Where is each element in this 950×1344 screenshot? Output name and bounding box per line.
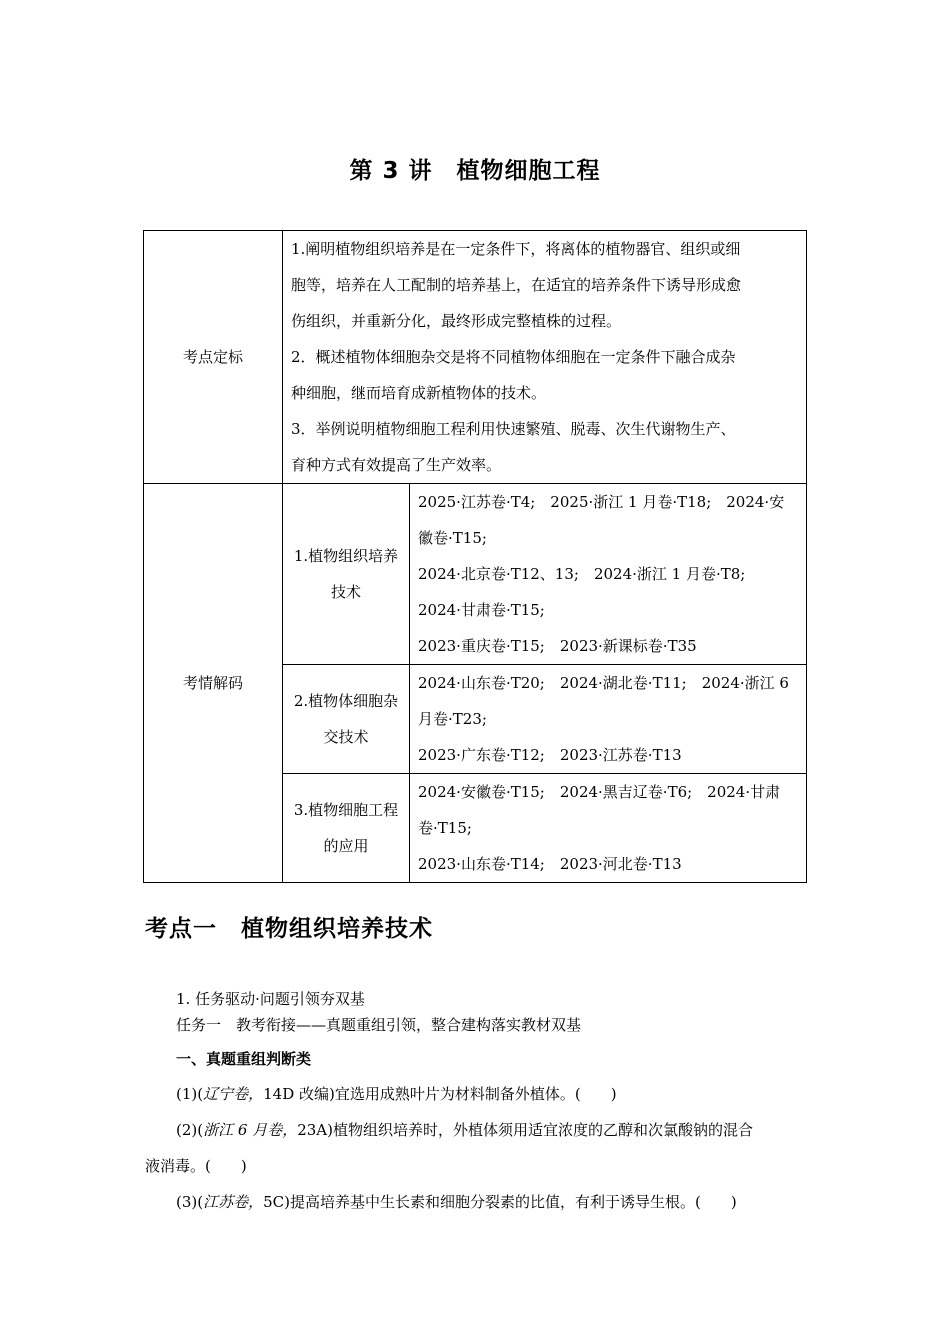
- question-text: 5C)提高培养基中生长素和细胞分裂素的比值，有利于诱导生根。( ): [263, 1193, 737, 1211]
- standards-line: 2．概述植物体细胞杂交是将不同植物体细胞在一定条件下融合成杂: [291, 348, 736, 366]
- exam-ref-line: 2023·广东卷·T12; 2023·江苏卷·T13: [418, 746, 682, 764]
- standards-line: 1.阐明植物组织培养是在一定条件下，将离体的植物器官、组织或细: [291, 240, 741, 258]
- topic-line: 2.植物体细胞杂: [293, 692, 399, 710]
- question-2: [176, 1112, 753, 1148]
- topic-line: 技术: [330, 583, 361, 601]
- row-head-exam-analysis: 考情解码: [144, 484, 283, 883]
- standards-table: [143, 230, 807, 883]
- task-one: 任务一 教考衔接——真题重组引领，整合建构落实教材双基: [176, 1016, 582, 1034]
- exam-refs-cell: [410, 665, 807, 774]
- page-title: 第 3 讲 植物细胞工程: [349, 158, 601, 184]
- subsection-heading: 一、真题重组判断类: [176, 1050, 312, 1068]
- exam-ref-line: 2023·重庆卷·T15; 2023·新课标卷·T35: [418, 637, 697, 655]
- question-text: 14D 改编)宜选用成熟叶片为材料制备外植体。( ): [263, 1085, 617, 1103]
- exam-ref-line: 2025·江苏卷·T4; 2025·浙江 1 月卷·T18; 2024·安: [418, 493, 785, 511]
- question-2-continued: 液消毒。( ): [145, 1157, 247, 1175]
- topic-cell: [283, 484, 410, 665]
- question-source: 江苏卷，: [203, 1193, 264, 1211]
- topic-line: 3.植物细胞工程: [293, 801, 399, 819]
- exam-refs-cell: [410, 774, 807, 883]
- exam-ref-line: 2024·安徽卷·T15; 2024·黑吉辽卷·T6; 2024·甘肃: [418, 783, 781, 801]
- topic-cell: [283, 665, 410, 774]
- topic-line: 1.植物组织培养: [293, 547, 399, 565]
- section-heading: 考点一 植物组织培养技术: [145, 916, 433, 942]
- question-source: 辽宁卷，: [203, 1085, 264, 1103]
- standards-line: 胞等，培养在人工配制的培养基上，在适宜的培养条件下诱导形成愈: [291, 276, 742, 294]
- question-1: [176, 1076, 617, 1112]
- question-text: 23A)植物组织培养时，外植体须用适宜浓度的乙醇和次氯酸钠的混合: [297, 1121, 753, 1139]
- table-row: [144, 231, 807, 484]
- row-head-standards: 考点定标: [144, 231, 283, 484]
- standards-line: 育种方式有效提高了生产效率。: [291, 456, 502, 474]
- question-source: 浙江 6 月卷，: [203, 1121, 298, 1139]
- topic-cell: [283, 774, 410, 883]
- question-number: (2)(: [176, 1121, 204, 1139]
- exam-ref-line: 月卷·T23;: [418, 710, 487, 728]
- standards-line: 3．举例说明植物细胞工程利用快速繁殖、脱毒、次生代谢物生产、: [291, 420, 736, 438]
- standards-content: [283, 231, 807, 484]
- exam-refs-cell: [410, 484, 807, 665]
- table-row: [144, 484, 807, 665]
- question-3: [176, 1184, 737, 1220]
- standards-line: 伤组织，并重新分化，最终形成完整植株的过程。: [291, 312, 622, 330]
- topic-line: 交技术: [323, 728, 369, 746]
- exam-ref-line: 2024·山东卷·T20; 2024·湖北卷·T11; 2024·浙江 6: [418, 674, 789, 692]
- question-number: (3)(: [176, 1193, 204, 1211]
- exam-ref-line: 徽卷·T15;: [418, 529, 487, 547]
- topic-line: 的应用: [323, 837, 369, 855]
- exam-ref-line: 2024·北京卷·T12、13; 2024·浙江 1 月卷·T8;: [418, 565, 746, 583]
- task-title: 1. 任务驱动·问题引领夯双基: [176, 990, 365, 1008]
- question-number: (1)(: [176, 1085, 204, 1103]
- exam-ref-line: 2023·山东卷·T14; 2023·河北卷·T13: [418, 855, 682, 873]
- exam-ref-line: 2024·甘肃卷·T15;: [418, 601, 545, 619]
- standards-line: 种细胞，继而培育成新植物体的技术。: [291, 384, 547, 402]
- exam-ref-line: 卷·T15;: [418, 819, 472, 837]
